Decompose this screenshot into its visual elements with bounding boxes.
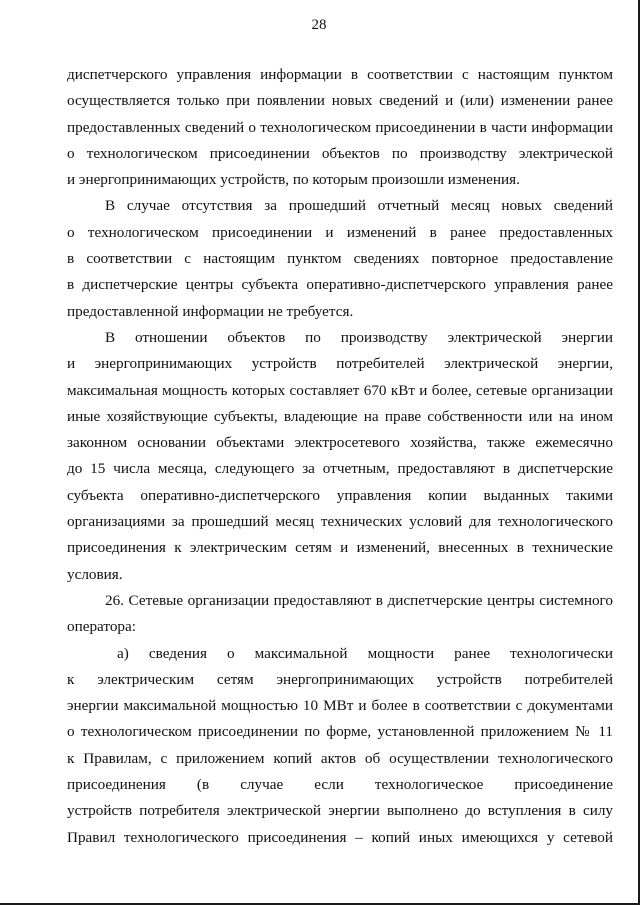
- paragraph: [67, 62, 613, 193]
- text-line: к электрическим сетям энергопринимающих устройств потребителей: [67, 670, 613, 688]
- text-line: присоединения к электрическим сетям и изменений, внесенных в технические: [67, 539, 613, 557]
- text-line: осуществляется только при появлении новых сведений и (или) изменении ранее: [67, 92, 613, 110]
- text-line: условия.: [67, 565, 123, 583]
- text-line: Правил технологического присоединения – копий иных имеющихся у сетевой: [67, 828, 613, 846]
- text-line: предоставленной информации не требуется.: [67, 302, 354, 320]
- text-line: субъекта оперативно-диспетчерского управления копии выданных такими: [67, 486, 613, 504]
- text-line: устройств потребителя электрической энергии выполнено до вступления в силу: [67, 802, 613, 820]
- text-line: иные хозяйствующие субъекты, владеющие на праве собственности или на ином: [67, 407, 613, 425]
- page-number: 28: [311, 17, 327, 33]
- paragraph: [67, 641, 613, 851]
- text-line: и энергопринимающих устройств, по которым произошли изменения.: [67, 171, 520, 189]
- text-line: диспетчерского управления информации в соответствии с настоящим пунктом: [67, 66, 613, 83]
- text-line: к Правилам, с приложением копий актов об осуществлении технологического: [67, 749, 613, 767]
- text-line: в диспетчерские центры субъекта оперативно-диспетчерского управления ранее: [67, 276, 613, 294]
- text-line: энергии максимальной мощностью 10 МВт и более в соответствии с документами: [67, 697, 613, 715]
- text-line: максимальная мощность которых составляет 670 кВт и более, сетевые организации: [67, 381, 613, 399]
- text-line: оператора:: [67, 618, 136, 636]
- document-body: [67, 62, 613, 851]
- paragraph: [67, 325, 613, 588]
- text-line: а) сведения о максимальной мощности ранее технологически: [117, 644, 613, 662]
- text-line: предоставленных сведений о технологическом присоединении в части информации: [67, 118, 613, 136]
- text-line: о технологическом присоединении по форме, установленной приложением № 11: [67, 723, 613, 741]
- text-line: в соответствии с настоящим пунктом сведениях повторное предоставление: [67, 250, 613, 268]
- text-line: 26. Сетевые организации предоставляют в диспетчерские центры системного: [105, 591, 613, 609]
- text-line: В случае отсутствия за прошедший отчетный месяц новых сведений: [105, 197, 613, 215]
- text-line: до 15 числа месяца, следующего за отчетным, предоставляют в диспетчерские: [67, 460, 613, 478]
- text-line: В отношении объектов по производству электрической энергии: [105, 328, 613, 346]
- text-line: о технологическом присоединении объектов по производству электрической: [67, 144, 613, 162]
- text-line: и энергопринимающих устройств потребителей электрической энергии,: [67, 355, 613, 373]
- paragraph: [67, 588, 613, 641]
- paragraph: [67, 193, 613, 324]
- text-line: законном основании объектами электросетевого хозяйства, также ежемесячно: [67, 434, 613, 452]
- text-line: о технологическом присоединении и изменений в ранее предоставленных: [67, 223, 613, 241]
- text-line: организациями за прошедший месяц технических условий для технологического: [67, 513, 613, 531]
- text-line: присоединения (в случае если технологическое присоединение: [67, 776, 613, 794]
